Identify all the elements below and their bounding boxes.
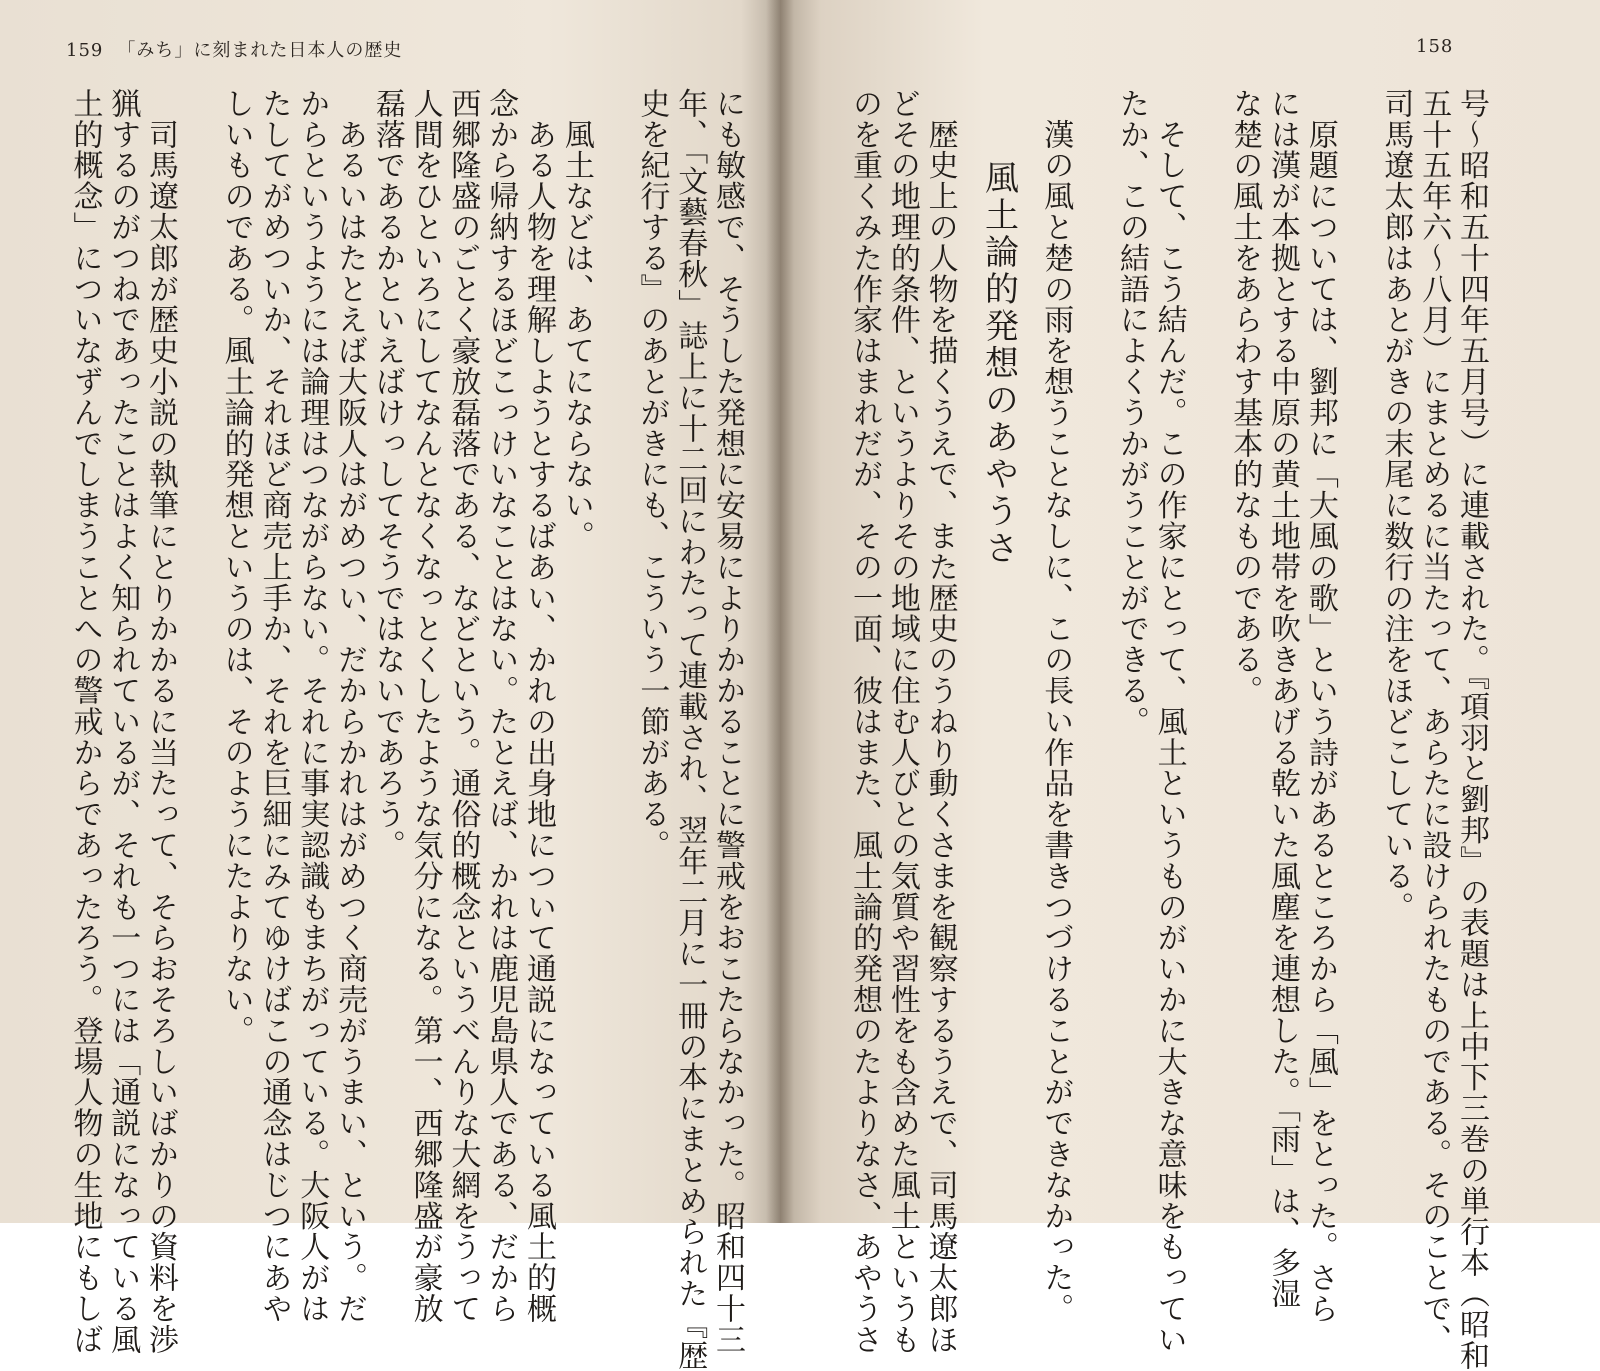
quote-line: たしてがめついか、それほど商売上手か、それを巨細にみてゆけばこの通念はじつにあや [256,88,292,1324]
quote-line: からというようには論理はつながらない。それに事実認識もまちがっている。大阪人がは [294,88,330,1324]
paragraph-gap [1074,88,1112,1198]
body-line: 司馬遼太郎はあとがきの末尾に数行の注をほどこしている。 [1378,88,1414,923]
quote-line: ある人物を理解しようとするばあい、かれの出身地について通説になっている風土的概 [521,88,557,1324]
body-line: にも敏感で、そうした発想に安易によりかかることに警戒をおこたらなかった。昭和四十三 [710,88,745,1355]
body-line: 司馬遼太郎が歴史小説の執筆にとりかかるに当たって、そらおそろしいばかりの資料を渉 [143,88,179,1355]
paragraph-gap [1188,88,1226,1198]
body-line: どその地理的条件、というよりその地域に住む人びとの気質や習性をも含めた風土というも [884,88,920,1355]
body-line: のを重くみた作家はまれだが、その一面、彼はまた、風土論的発想のたよりなさ、あやうさ [847,88,883,1355]
body-line: 号〜昭和五十四年五月号）に連載された。『項羽と劉邦』の表題は上中下三巻の単行本（昭和 [1454,88,1489,1371]
body-line: 史を紀行する』のあとがきにも、こういう一節がある。 [634,88,670,861]
body-line: 土的概念」についなずんでしまうことへの警戒からであったろう。登場人物の生地にもしば [67,88,103,1355]
paragraph-gap [595,88,633,1198]
section-heading: 風土論的発想のあやうさ [978,160,1019,567]
body-line: には漢が本拠とする中原の黄土地帯を吹きあげる乾いた風塵を連想した。「雨」は、多湿 [1265,88,1301,1309]
body-line: な楚の風土をあらわす基本的なものである。 [1227,88,1263,706]
running-head-left [66,36,402,62]
quote-line: 風土などは、あてにならない。 [558,88,594,552]
paragraph-gap [179,88,217,1198]
body-line: 歴史上の人物を描くうえで、また歴史のうねり動くさまを観察するうえで、司馬遼太郎ほ [922,88,958,1355]
body-line: たか、この結語によくうかがうことができる。 [1113,88,1149,737]
gutter-shadow [766,0,794,1223]
quote-line: 磊落であるかといえばけっしてそうではないであろう。 [369,88,405,861]
page-number-left: 159 [66,40,104,61]
heading-gap [959,88,979,1198]
body-line: 年、「文藝春秋」誌上に十二回にわたって連載され、翌年二月に一冊の本にまとめられた『歴 [672,88,708,1371]
body-line: そして、こう結んだ。この作家にとって、風土というものがいかに大きな意味をもってい [1151,88,1187,1355]
page-number-right: 158 [1416,36,1454,57]
left-page-body [56,88,746,1371]
quote-line: あるいはたとえば大阪人はがめつい、だからかれはがめつく商売がうまい、という。だ [332,88,368,1324]
quote-line: 人間をひといろにしてなんとなくなっとくしたような気分になる。第一、西郷隆盛が豪放 [407,88,443,1324]
body-line: 原題については、劉邦に「大風の歌」という詩があるところから「風」をとった。さら [1302,88,1338,1324]
running-head-right [1416,36,1453,57]
body-line: 五十五年六〜八月）にまとめるに当たって、あらたに設けられたものである。そのことで、 [1416,88,1452,1355]
body-line: 漢の風と楚の雨を想うことなしに、この長い作品を書きつづけることができなかった。 [1038,88,1074,1324]
running-title: 「みち」に刻まれた日本人の歴史 [117,40,403,61]
right-page-body [847,88,1490,1371]
quote-line: しいものである。風土論的発想というのは、そのようにたよりない。 [218,88,254,1046]
quote-line: 念から帰納するほどこっけいなことはない。たとえば、かれは鹿児島県人である、だから [483,88,519,1324]
paragraph-gap [1339,88,1377,1198]
quote-line: 西郷隆盛のごとく豪放磊落である、などという。通俗的概念というべんりな大網をうって [445,88,481,1324]
heading-gap [1016,88,1036,1198]
body-line: 猟するのがつねであったことはよく知られているが、それも一つには「通説になっている風 [105,88,141,1355]
